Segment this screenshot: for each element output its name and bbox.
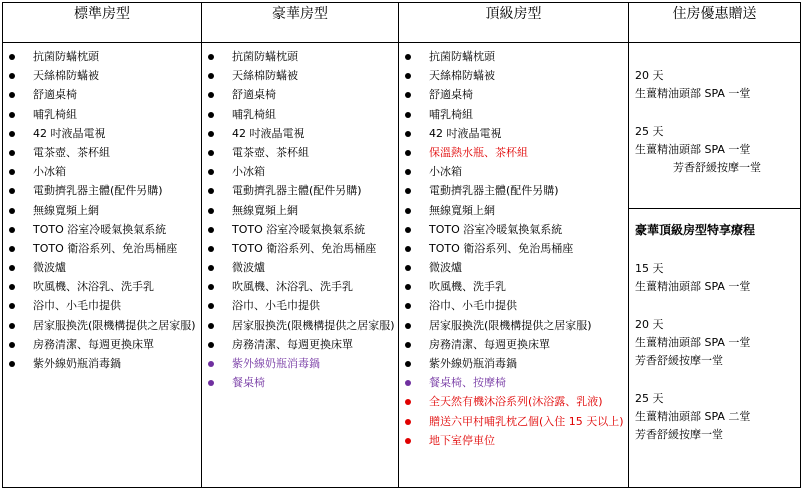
- list-item: [399, 124, 628, 143]
- list-item: [202, 105, 398, 124]
- list-item-text: 舒適桌椅: [232, 88, 276, 102]
- list-item: [3, 124, 201, 143]
- list-item: [3, 85, 201, 104]
- list-item: [3, 316, 201, 335]
- list-item: [202, 239, 398, 258]
- premium-list: [399, 43, 628, 450]
- list-item: [399, 431, 628, 450]
- list-item-text: 小冰箱: [33, 165, 66, 179]
- list-item-text: 保溫熱水瓶、茶杯組: [429, 145, 528, 159]
- list-item: [399, 143, 628, 162]
- content-row: [3, 43, 801, 488]
- special-days: 20 天: [635, 318, 664, 331]
- list-item: [202, 354, 398, 373]
- bullet-icon: [405, 92, 411, 98]
- list-item-text: 電動擠乳器主體(配件另購): [429, 184, 559, 198]
- list-item: [202, 220, 398, 239]
- list-item-text: 天絲棉防蟎被: [429, 69, 495, 83]
- list-item-text: 抗菌防蟎枕頭: [232, 50, 298, 63]
- list-item: [399, 162, 628, 181]
- bullet-icon: [405, 150, 411, 156]
- bullet-icon: [208, 361, 214, 367]
- gift-offer: [635, 123, 800, 177]
- header-gift: 住房優惠贈送: [629, 3, 801, 43]
- list-item-text: 舒適桌椅: [429, 88, 473, 102]
- list-item-text: 居家服換洗(限機構提供之居家服): [429, 318, 592, 332]
- list-item: [202, 335, 398, 354]
- bullet-icon: [9, 150, 15, 156]
- list-item-text: 餐桌椅、按摩椅: [429, 376, 506, 390]
- list-item: [202, 373, 398, 392]
- bullet-icon: [208, 73, 214, 79]
- list-item-text: 抗菌防蟎枕頭: [429, 50, 495, 63]
- deluxe-column: [202, 43, 399, 488]
- list-item-text: 電茶壺、茶杯組: [33, 145, 110, 159]
- list-item: [202, 124, 398, 143]
- bullet-icon: [9, 265, 15, 271]
- bullet-icon: [405, 246, 411, 252]
- bullet-icon: [208, 188, 214, 194]
- list-item-text: 浴巾、小毛巾提供: [232, 299, 320, 313]
- deluxe-list: [202, 43, 398, 392]
- bullet-icon: [9, 342, 15, 348]
- list-item-text: 小冰箱: [429, 165, 462, 179]
- list-item: [3, 162, 201, 181]
- list-item-text: 天絲棉防蟎被: [232, 69, 298, 83]
- list-item-text: 居家服換洗(限機構提供之居家服): [232, 318, 395, 332]
- list-item-text: TOTO 浴室冷暖氣換氣系統: [33, 222, 167, 236]
- list-item: [202, 296, 398, 315]
- bullet-icon: [208, 323, 214, 329]
- bullet-icon: [405, 438, 411, 444]
- list-item-text: 哺乳椅組: [232, 107, 276, 121]
- gift-days: 25 天: [635, 125, 664, 138]
- list-item: [399, 47, 628, 66]
- list-item: [202, 181, 398, 200]
- list-item: [3, 296, 201, 315]
- bullet-icon: [405, 112, 411, 118]
- bullet-icon: [405, 227, 411, 233]
- bullet-icon: [208, 54, 214, 60]
- list-item: [399, 354, 628, 373]
- list-item: [3, 335, 201, 354]
- special-offer: [635, 316, 800, 370]
- standard-list: [3, 43, 201, 373]
- list-item: [3, 354, 201, 373]
- gift-offer: [635, 67, 800, 103]
- list-item-text: 餐桌椅: [232, 376, 265, 390]
- list-item-text: 42 吋液晶電視: [429, 126, 502, 140]
- header-premium: 頂級房型: [399, 3, 629, 43]
- list-item-text: 地下室停車位: [429, 433, 495, 447]
- bullet-icon: [405, 54, 411, 60]
- list-item-text: 紫外線奶瓶消毒鍋: [232, 357, 320, 370]
- bullet-icon: [9, 73, 15, 79]
- list-item: [399, 181, 628, 200]
- list-item-text: 吹風機、沐浴乳、洗手乳: [33, 280, 154, 294]
- list-item-text: TOTO 衛浴系列、免治馬桶座: [232, 241, 377, 255]
- bullet-icon: [208, 246, 214, 252]
- list-item: [3, 143, 201, 162]
- special-days: 25 天: [635, 392, 664, 405]
- list-item: [202, 143, 398, 162]
- list-item-text: 無線寬頻上網: [429, 203, 495, 217]
- gift-line: 生薑精油頭部 SPA 一堂: [635, 87, 751, 100]
- bullet-icon: [405, 131, 411, 137]
- bullet-icon: [208, 227, 214, 233]
- list-item: [3, 220, 201, 239]
- list-item-text: 抗菌防蟎枕頭: [33, 50, 99, 63]
- list-item-text: 吹風機、沐浴乳、洗手乳: [232, 280, 353, 294]
- bullet-icon: [9, 323, 15, 329]
- list-item: [3, 47, 201, 66]
- special-line: 生薑精油頭部 SPA 二堂: [635, 410, 751, 423]
- bullet-icon: [9, 188, 15, 194]
- gift-line: 生薑精油頭部 SPA 一堂: [635, 143, 751, 156]
- list-item: [202, 162, 398, 181]
- list-item: [3, 258, 201, 277]
- header-deluxe: 豪華房型: [202, 3, 399, 43]
- bullet-icon: [405, 188, 411, 194]
- list-item: [399, 66, 628, 85]
- list-item: [3, 239, 201, 258]
- bullet-icon: [9, 246, 15, 252]
- bullet-icon: [208, 342, 214, 348]
- list-item: [399, 392, 628, 411]
- bullet-icon: [405, 323, 411, 329]
- list-item-text: 居家服換洗(限機構提供之居家服): [33, 318, 196, 332]
- bullet-icon: [405, 361, 411, 367]
- list-item-text: 電動擠乳器主體(配件另購): [232, 184, 362, 198]
- list-item-text: 電動擠乳器主體(配件另購): [33, 184, 163, 198]
- list-item-text: 天絲棉防蟎被: [33, 69, 99, 83]
- bullet-icon: [405, 265, 411, 271]
- list-item-text: 微波爐: [429, 261, 462, 275]
- bullet-icon: [405, 169, 411, 175]
- list-item-text: 微波爐: [33, 261, 66, 275]
- bullet-icon: [9, 112, 15, 118]
- list-item-text: 無線寬頻上網: [33, 203, 99, 217]
- list-item: [399, 277, 628, 296]
- bullet-icon: [208, 265, 214, 271]
- list-item: [399, 373, 628, 392]
- list-item-text: 贈送六甲村哺乳枕乙個(入住 15 天以上): [429, 414, 624, 428]
- list-item: [3, 66, 201, 85]
- list-item-text: TOTO 浴室冷暖氣換氣系統: [429, 222, 563, 236]
- bullet-icon: [9, 361, 15, 367]
- list-item-text: 紫外線奶瓶消毒鍋: [33, 357, 121, 370]
- list-item: [399, 316, 628, 335]
- list-item: [202, 258, 398, 277]
- list-item-text: 哺乳椅組: [33, 107, 77, 121]
- header-standard: 標準房型: [3, 3, 202, 43]
- list-item-text: 42 吋液晶電視: [232, 126, 305, 140]
- bullet-icon: [405, 208, 411, 214]
- list-item: [399, 258, 628, 277]
- bullet-icon: [405, 73, 411, 79]
- bullet-icon: [9, 227, 15, 233]
- bullet-icon: [405, 284, 411, 290]
- special-days: 15 天: [635, 262, 664, 275]
- header-row: [3, 3, 801, 43]
- list-item-text: 吹風機、洗手乳: [429, 280, 506, 294]
- bullet-icon: [9, 303, 15, 309]
- list-item-text: 小冰箱: [232, 165, 265, 179]
- standard-column: [3, 43, 202, 488]
- list-item-text: 全天然有機沐浴系列(沐浴露、乳液): [429, 395, 603, 409]
- bullet-icon: [208, 380, 214, 386]
- bullet-icon: [9, 54, 15, 60]
- list-item-text: TOTO 衛浴系列、免治馬桶座: [429, 241, 574, 255]
- list-item-text: 房務清潔、每週更換床單: [232, 337, 353, 351]
- special-line: 生薑精油頭部 SPA 一堂: [635, 336, 751, 349]
- list-item-text: 舒適桌椅: [33, 88, 77, 102]
- list-item: [399, 412, 628, 431]
- list-item: [202, 316, 398, 335]
- list-item: [399, 105, 628, 124]
- list-item-text: 浴巾、小毛巾提供: [429, 299, 517, 313]
- gift-days: 20 天: [635, 69, 664, 82]
- bullet-icon: [208, 284, 214, 290]
- special-title: 豪華頂級房型特享療程: [635, 223, 756, 237]
- list-item: [3, 277, 201, 296]
- gift-line: 芳香舒緩按摩一堂: [673, 161, 761, 174]
- list-item: [399, 239, 628, 258]
- bullet-icon: [405, 303, 411, 309]
- room-comparison-table: [2, 2, 801, 488]
- bullet-icon: [405, 399, 411, 405]
- bullet-icon: [405, 380, 411, 386]
- list-item-text: 42 吋液晶電視: [33, 126, 106, 140]
- bullet-icon: [9, 208, 15, 214]
- bullet-icon: [208, 208, 214, 214]
- list-item: [399, 85, 628, 104]
- bullet-icon: [405, 419, 411, 425]
- list-item: [202, 66, 398, 85]
- bullet-icon: [9, 131, 15, 137]
- list-item-text: 電茶壺、茶杯組: [232, 145, 309, 159]
- list-item: [399, 296, 628, 315]
- list-item-text: 無線寬頻上網: [232, 203, 298, 217]
- list-item: [202, 201, 398, 220]
- list-item: [3, 105, 201, 124]
- list-item: [399, 201, 628, 220]
- bullet-icon: [9, 284, 15, 290]
- special-offer: [635, 390, 800, 444]
- bullet-icon: [208, 131, 214, 137]
- gift-offers: [629, 43, 800, 209]
- special-offer: [635, 260, 800, 296]
- bullet-icon: [9, 92, 15, 98]
- list-item: [399, 335, 628, 354]
- premium-column: [399, 43, 629, 488]
- list-item-text: TOTO 浴室冷暖氣換氣系統: [232, 222, 366, 236]
- bullet-icon: [208, 92, 214, 98]
- list-item: [399, 220, 628, 239]
- list-item-text: 哺乳椅組: [429, 107, 473, 121]
- list-item: [202, 277, 398, 296]
- bullet-icon: [208, 112, 214, 118]
- bullet-icon: [9, 169, 15, 175]
- list-item: [3, 201, 201, 220]
- list-item-text: TOTO 衛浴系列、免治馬桶座: [33, 241, 178, 255]
- list-item-text: 微波爐: [232, 261, 265, 275]
- list-item-text: 房務清潔、每週更換床單: [429, 337, 550, 351]
- special-line: 芳香舒緩按摩一堂: [635, 354, 723, 367]
- list-item: [202, 85, 398, 104]
- list-item-text: 紫外線奶瓶消毒鍋: [429, 357, 517, 370]
- list-item: [3, 181, 201, 200]
- bullet-icon: [405, 342, 411, 348]
- special-line: 芳香舒緩按摩一堂: [635, 428, 723, 441]
- bullet-icon: [208, 150, 214, 156]
- list-item-text: 房務清潔、每週更換床單: [33, 337, 154, 351]
- list-item-text: 浴巾、小毛巾提供: [33, 299, 121, 313]
- bullet-icon: [208, 169, 214, 175]
- special-offers: [629, 209, 800, 444]
- bullet-icon: [208, 303, 214, 309]
- special-line: 生薑精油頭部 SPA 一堂: [635, 280, 751, 293]
- list-item: [202, 47, 398, 66]
- gift-column: [629, 43, 801, 488]
